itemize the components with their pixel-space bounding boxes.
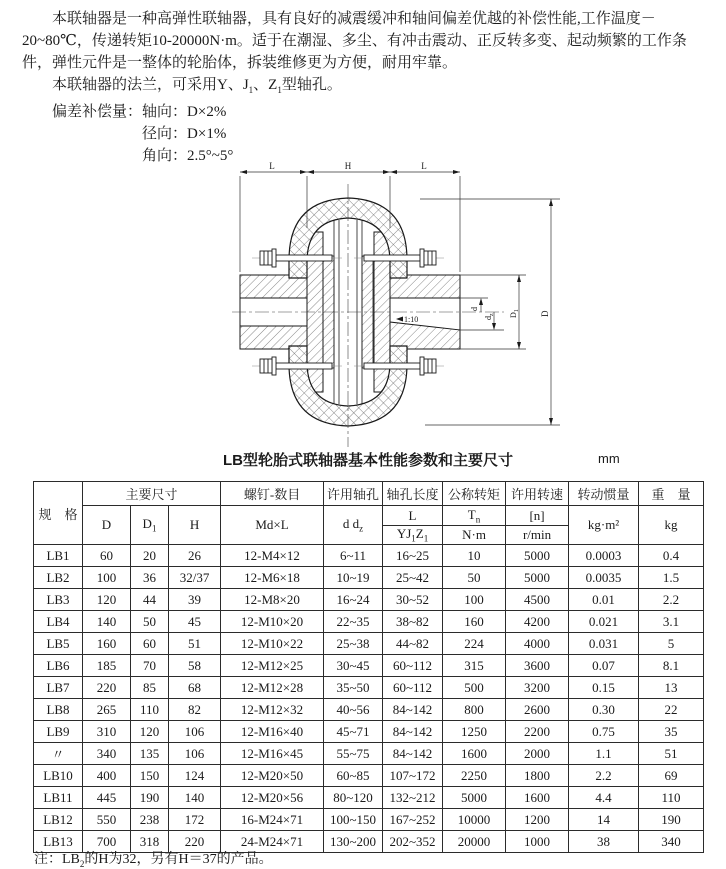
table-cell: 22: [639, 699, 704, 721]
table-cell: 2.2: [569, 765, 639, 787]
table-cell: 44~82: [383, 633, 443, 655]
table-cell: 190: [131, 787, 169, 809]
table-cell: 2250: [443, 765, 506, 787]
header-torque-sym: [443, 506, 506, 526]
table-cell: 265: [83, 699, 131, 721]
header-h: H: [169, 506, 221, 545]
table-cell: 51: [169, 633, 221, 655]
table-header: [34, 482, 704, 545]
table-cell: 25~42: [383, 567, 443, 589]
para2-part: 本联轴器的法兰，可采用Y、J: [52, 77, 249, 93]
table-cell: 10: [443, 545, 506, 567]
table-row: [34, 655, 704, 677]
header-bore-len: 轴孔长度: [383, 482, 443, 506]
table-cell: 12-M6×18: [221, 567, 324, 589]
table-cell: 220: [169, 831, 221, 853]
table-cell: 85: [131, 677, 169, 699]
table-cell: 44: [131, 589, 169, 611]
table-cell: 100: [83, 567, 131, 589]
comp-item-label: 轴向：: [142, 104, 188, 120]
intro-text-block: [22, 8, 716, 167]
table-cell: 1.5: [639, 567, 704, 589]
header-torque-sub: n: [475, 514, 481, 525]
table-cell: 60~85: [324, 765, 383, 787]
table-cell: 4000: [506, 633, 569, 655]
table-cell: 25~38: [324, 633, 383, 655]
dim-label-l-right: L: [421, 161, 427, 171]
table-cell: 39: [169, 589, 221, 611]
table-cell: 202~352: [383, 831, 443, 853]
table-cell: 55~75: [324, 743, 383, 765]
bore-len-p2: Z: [415, 526, 424, 542]
comp-item-value: 2.5°~5°: [187, 148, 234, 164]
comp-item-value: D×2%: [187, 104, 227, 120]
table-row: [34, 611, 704, 633]
table-cell: 12-M10×20: [221, 611, 324, 633]
table-cell: 5000: [506, 567, 569, 589]
compensation-item: [142, 123, 233, 145]
table-cell: 60: [83, 545, 131, 567]
table-cell: 12-M12×28: [221, 677, 324, 699]
table-cell: 135: [131, 743, 169, 765]
table-cell: 132~212: [383, 787, 443, 809]
table-cell: 220: [83, 677, 131, 699]
header-main-dims: 主要尺寸: [83, 482, 221, 506]
table-cell: 160: [83, 633, 131, 655]
comp-item-label: 角向：: [142, 148, 188, 164]
table-row: [34, 545, 704, 567]
header-bore-sub-sub: z: [359, 523, 364, 534]
compensation-item: [142, 145, 233, 167]
table-cell: LB13: [34, 831, 83, 853]
table-row: [34, 809, 704, 831]
header-speed-unit: r/min: [506, 526, 569, 545]
table-row: [34, 567, 704, 589]
header-bore-sub-base: d d: [342, 516, 360, 532]
table-cell: LB3: [34, 589, 83, 611]
table-cell: 2.2: [639, 589, 704, 611]
header-d: D: [83, 506, 131, 545]
table-cell: LB7: [34, 677, 83, 699]
footnote-pre: 注：LB: [34, 852, 80, 867]
footnote: [34, 848, 273, 869]
table-cell: 30~45: [324, 655, 383, 677]
header-bore-len-types: [383, 526, 443, 545]
table-row: [34, 677, 704, 699]
table-cell: 12-M20×50: [221, 765, 324, 787]
table-cell: 150: [131, 765, 169, 787]
table-cell: 84~142: [383, 721, 443, 743]
table-cell: LB8: [34, 699, 83, 721]
header-speed-sym: [n]: [506, 506, 569, 526]
table-cell: 60~112: [383, 677, 443, 699]
table-row: [34, 765, 704, 787]
table-cell: 0.75: [569, 721, 639, 743]
footnote-sub: 2: [79, 858, 85, 869]
table-cell: 69: [639, 765, 704, 787]
intro-paragraph-2: [22, 74, 716, 101]
d1-base: D: [509, 312, 518, 318]
table-cell: 45~71: [324, 721, 383, 743]
table-cell: 38: [569, 831, 639, 853]
table-cell: 500: [443, 677, 506, 699]
table-cell: 20000: [443, 831, 506, 853]
table-cell: LB10: [34, 765, 83, 787]
table-cell: 38~82: [383, 611, 443, 633]
table-cell: 32/37: [169, 567, 221, 589]
table-row: [34, 721, 704, 743]
table-cell: 35: [639, 721, 704, 743]
comp-item-value: D×1%: [187, 126, 227, 142]
table-cell: 120: [131, 721, 169, 743]
dim-label-l-left: L: [269, 161, 275, 171]
table-cell: LB9: [34, 721, 83, 743]
para2-part: 型轴孔。: [281, 77, 342, 93]
table-cell: 80~120: [324, 787, 383, 809]
header-speed: 许用转速: [506, 482, 569, 506]
table-cell: 82: [169, 699, 221, 721]
table-cell: 26: [169, 545, 221, 567]
table-cell: LB5: [34, 633, 83, 655]
table-cell: 2200: [506, 721, 569, 743]
table-cell: 4200: [506, 611, 569, 633]
table-cell: 70: [131, 655, 169, 677]
table-cell: 12-M4×12: [221, 545, 324, 567]
header-inertia: 转动惯量: [569, 482, 639, 506]
table-cell: 68: [169, 677, 221, 699]
table-cell: LB6: [34, 655, 83, 677]
table-cell: 84~142: [383, 743, 443, 765]
table-cell: 2600: [506, 699, 569, 721]
para2-part: 、Z: [253, 77, 278, 93]
table-cell: 5000: [506, 545, 569, 567]
header-d1-sub: 1: [151, 523, 157, 534]
table-cell: 0.4: [639, 545, 704, 567]
para2-sub: 1: [248, 85, 254, 95]
compensation-item: [142, 101, 233, 123]
table-cell: 51: [639, 743, 704, 765]
table-cell: 700: [83, 831, 131, 853]
table-cell: 50: [131, 611, 169, 633]
header-spec: 规 格: [34, 482, 83, 545]
header-bore-sub: [324, 506, 383, 545]
table-row: [34, 633, 704, 655]
header-torque-base: T: [467, 506, 476, 522]
table-cell: 224: [443, 633, 506, 655]
table-row: [34, 699, 704, 721]
table-cell: 0.30: [569, 699, 639, 721]
taper-label: 1:10: [404, 315, 419, 324]
table-cell: 106: [169, 721, 221, 743]
table-cell: 140: [83, 611, 131, 633]
dz-base: d: [484, 316, 493, 320]
table-cell: 4.4: [569, 787, 639, 809]
table-cell: 12-M12×25: [221, 655, 324, 677]
table-cell: 120: [83, 589, 131, 611]
table-cell: 5: [639, 633, 704, 655]
compensation-label: 偏差补偿量：: [52, 104, 143, 120]
table-cell: LB1: [34, 545, 83, 567]
table-cell: 3.1: [639, 611, 704, 633]
table-row: [34, 743, 704, 765]
bore-len-s2: 1: [423, 533, 429, 544]
table-cell: 45: [169, 611, 221, 633]
table-cell: 0.01: [569, 589, 639, 611]
table-cell: 0.021: [569, 611, 639, 633]
table-title: LB型轮胎式联轴器基本性能参数和主要尺寸: [223, 452, 513, 469]
comp-item-label: 径向：: [142, 126, 188, 142]
table-cell: LB12: [34, 809, 83, 831]
dim-label-d: d: [470, 307, 479, 311]
table-cell: 30~52: [383, 589, 443, 611]
table-cell: 12-M8×20: [221, 589, 324, 611]
table-cell: 13: [639, 677, 704, 699]
table-cell: 167~252: [383, 809, 443, 831]
table-cell: 84~142: [383, 699, 443, 721]
header-weight-unit: kg: [639, 506, 704, 545]
header-torque-unit: N·m: [443, 526, 506, 545]
table-cell: 1800: [506, 765, 569, 787]
table-cell: 140: [169, 787, 221, 809]
table-cell: 16-M24×71: [221, 809, 324, 831]
header-inertia-unit: kg·m²: [569, 506, 639, 545]
table-cell: 8.1: [639, 655, 704, 677]
spec-table: [33, 481, 704, 853]
table-cell: 172: [169, 809, 221, 831]
table-cell: 60: [131, 633, 169, 655]
dz-sub: z: [489, 313, 495, 316]
table-cell: 3200: [506, 677, 569, 699]
table-cell: LB11: [34, 787, 83, 809]
coupling-drawing-svg: [230, 160, 570, 450]
table-cell: 2000: [506, 743, 569, 765]
table-cell: 14: [569, 809, 639, 831]
table-cell: 12-M16×40: [221, 721, 324, 743]
table-unit-label: mm: [598, 451, 620, 466]
table-cell: 1200: [506, 809, 569, 831]
intro-paragraph-1: 本联轴器是一种高弹性联轴器，具有良好的减震缓冲和轴间偏差优越的补偿性能,工作温度－20~80℃，传递转矩10-20000N·m。适于在潮湿、多尘、有冲击震动、正反转多变、起动频繁的工作条件，弹性元件是一整体的轮胎体，拆装维修更为方便，耐用牢靠。: [22, 11, 687, 71]
table-cell: 1.1: [569, 743, 639, 765]
table-cell: 106: [169, 743, 221, 765]
table-cell: 1250: [443, 721, 506, 743]
table-cell: 6~11: [324, 545, 383, 567]
table-cell: 0.0003: [569, 545, 639, 567]
table-cell: 40~56: [324, 699, 383, 721]
table-cell: 0.031: [569, 633, 639, 655]
table-cell: 110: [131, 699, 169, 721]
bore-len-s1: 1: [411, 533, 416, 544]
table-cell: 318: [131, 831, 169, 853]
table-cell: LB2: [34, 567, 83, 589]
table-cell: 5000: [443, 787, 506, 809]
table-cell: 0.07: [569, 655, 639, 677]
table-cell: 315: [443, 655, 506, 677]
table-cell: 0.0035: [569, 567, 639, 589]
bore-len-p1: YJ: [396, 526, 412, 542]
d1-sub: 1: [514, 309, 520, 313]
table-cell: 12-M16×45: [221, 743, 324, 765]
table-cell: 10000: [443, 809, 506, 831]
table-body: [34, 545, 704, 853]
table-cell: 1600: [506, 787, 569, 809]
table-cell: 110: [639, 787, 704, 809]
table-cell: 185: [83, 655, 131, 677]
table-cell: 58: [169, 655, 221, 677]
header-bore-len-l: L: [383, 506, 443, 526]
table-cell: 0.15: [569, 677, 639, 699]
header-bore: 许用轴孔: [324, 482, 383, 506]
table-cell: 35~50: [324, 677, 383, 699]
table-cell: 124: [169, 765, 221, 787]
table-cell: 12-M10×22: [221, 633, 324, 655]
table-cell: 550: [83, 809, 131, 831]
dim-label-dz: [484, 313, 495, 320]
table-cell: 10~19: [324, 567, 383, 589]
table-cell: LB4: [34, 611, 83, 633]
table-cell: 60~112: [383, 655, 443, 677]
table-cell: 340: [639, 831, 704, 853]
table-cell: 100~150: [324, 809, 383, 831]
table-cell: 160: [443, 611, 506, 633]
dim-label-h: H: [344, 161, 352, 171]
header-screws: 螺钉-数目: [221, 482, 324, 506]
table-cell: 50: [443, 567, 506, 589]
table-cell: 340: [83, 743, 131, 765]
table-cell: 36: [131, 567, 169, 589]
dim-label-d1: [509, 309, 520, 318]
table-cell: 100: [443, 589, 506, 611]
table-cell: 24-M24×71: [221, 831, 324, 853]
table-cell: 12-M12×32: [221, 699, 324, 721]
table-cell: 238: [131, 809, 169, 831]
table-cell: 310: [83, 721, 131, 743]
header-d1: [131, 506, 169, 545]
table-cell: 800: [443, 699, 506, 721]
table-cell: 22~35: [324, 611, 383, 633]
table-row: [34, 589, 704, 611]
table-row: [34, 787, 704, 809]
table-cell: 20: [131, 545, 169, 567]
header-d1-base: D: [142, 516, 152, 532]
table-cell: 12-M20×56: [221, 787, 324, 809]
table-cell: 400: [83, 765, 131, 787]
table-cell: 16~24: [324, 589, 383, 611]
table-cell: 445: [83, 787, 131, 809]
header-screws-sub: Md×L: [221, 506, 324, 545]
header-weight: 重 量: [639, 482, 704, 506]
table-cell: 1000: [506, 831, 569, 853]
compensation-block: [52, 101, 716, 167]
table-cell: 3600: [506, 655, 569, 677]
table-cell: 130~200: [324, 831, 383, 853]
table-cell: 190: [639, 809, 704, 831]
compensation-items: [142, 101, 233, 167]
footnote-post: 的H为32，另有H＝37的产品。: [84, 852, 273, 867]
table-cell: 〃: [34, 743, 83, 765]
coupling-cross-section-drawing: [230, 160, 570, 450]
table-cell: 1600: [443, 743, 506, 765]
header-torque: 公称转矩: [443, 482, 506, 506]
table-cell: 4500: [506, 589, 569, 611]
table-cell: 107~172: [383, 765, 443, 787]
dim-label-big-d: D: [540, 310, 550, 317]
table-cell: 16~25: [383, 545, 443, 567]
para2-sub: 1: [277, 85, 282, 95]
